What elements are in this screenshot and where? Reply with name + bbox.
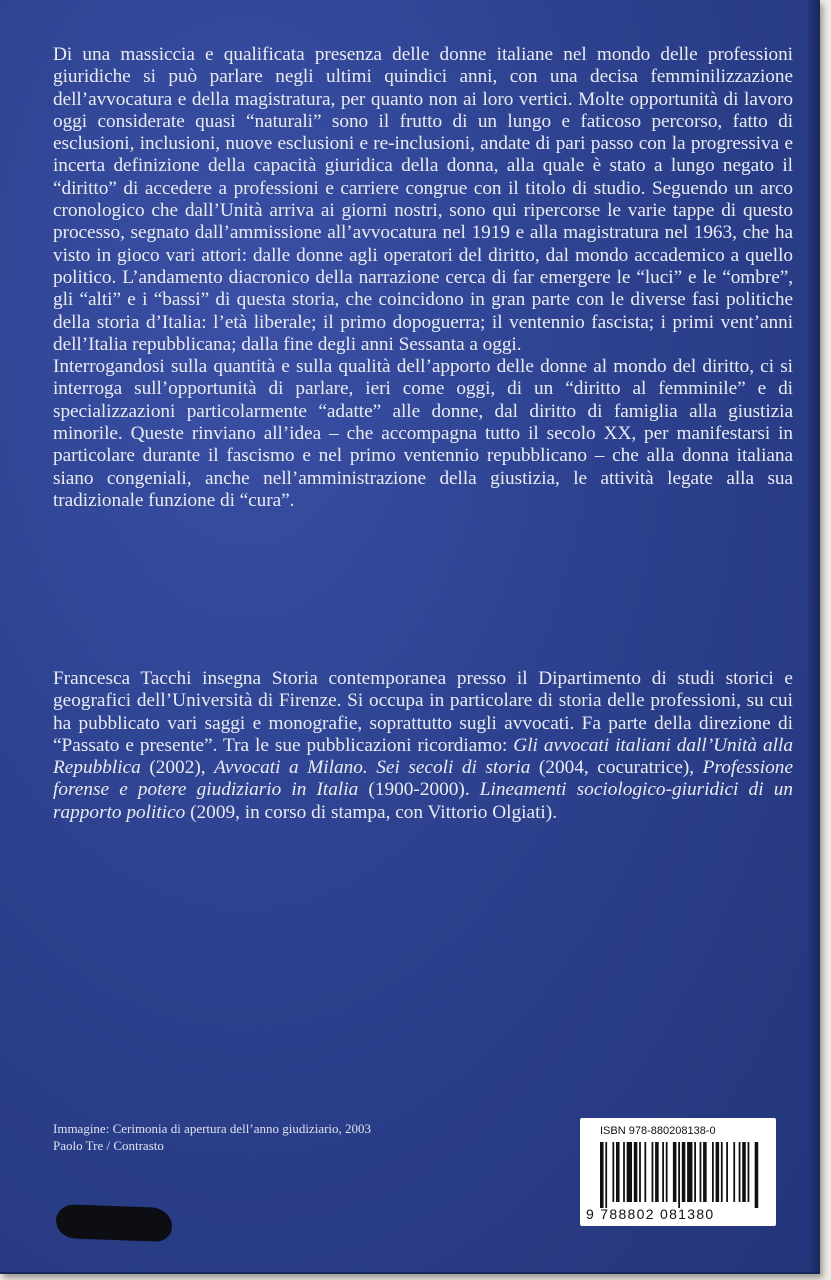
barcode-bar [662,1142,664,1202]
barcode-bar [726,1142,728,1202]
barcode-bar [623,1142,625,1202]
barcode-bar [616,1142,620,1202]
barcode-bar [739,1142,741,1202]
barcode-bar [721,1142,723,1202]
book-blurb [53,44,793,512]
image-credit [53,1120,371,1154]
barcode-bar [687,1142,692,1202]
isbn-label: ISBN 978-880208138-0 [600,1125,716,1137]
barcode-bar [605,1142,607,1208]
bio-intro: Francesca Tacchi insegna Storia contemporanea presso il Dipartimento di studi storici e geografici dell’Università di Firenze. Si occupa in particolare di storia delle professioni, su cui ha pubblicato vari saggi e monografie, soprattutto sugli avvocati. Fa parte della direzione di “Passato e presente”. Tra le sue pubblicazioni ricordiamo: [53,668,793,756]
redaction-mark [55,1204,172,1242]
barcode-bar [655,1142,659,1202]
barcode-bar [673,1142,677,1202]
blurb-paragraph-1: Di una massiccia e qualificata presenza delle donne italiane nel mondo delle professioni giuridiche si può parlare negli ultimi quindici anni, con una decisa femminilizzazione dell’avvocatura e della magistratura, per quanto non ai loro vertici. Molte opportunità di lavoro oggi considerate quasi “naturali” sono il frutto di un lungo e faticoso percorso, fatto di esclusioni, inclusioni, nuove esclusioni e re-inclusioni, andate di pari passo con la progressiva e incerta definizione della capacità giuridica della donna, alla quale è stato a lungo negato il “diritto” di accedere a professioni e carriere congrue con il titolo di studio. Seguendo un arco cronologico che dall’Unità arriva ai giorni nostri, sono qui ripercorse le varie tappe di questo processo, segnato dall’ammissione all’avvocatura nel 1919 e alla magistratura nel 1963, che ha visto in gioco vari attori: dalle donne agli operatori del diritto, dal mondo accademico a quello politico. L’andamento diacronico della narrazione cerca di far emergere le “luci” e le “ombre”, gli “alti” e i “bassi” di questa storia, che coincidono in gran parte con le diverse fasi politiche della storia d’Italia: l’età liberale; il primo dopoguerra; il ventennio fascista; i primi vent’anni dell’Italia repubblicana; dalla fine degli anni Sessanta a oggi. [53,44,793,355]
barcode-bar [703,1142,707,1202]
barcode-bar [652,1142,654,1202]
bio-work-4-note: (2009, in corso di stampa, con Vittorio Olgiati). [185,801,558,823]
barcode-bar [716,1142,720,1202]
barcode-bar [700,1142,702,1202]
barcode-bar [678,1142,680,1208]
barcode-bar [612,1142,614,1202]
barcode-label [580,1118,776,1226]
bio-work-4-title: Lineamenti sociologico-giuridici di un rapporto politico [53,779,793,823]
barcode-bar [666,1142,668,1202]
barcode-digits: 9 788802 081380 [586,1206,715,1222]
cover-edge [808,0,818,1272]
bio-work-1-title: Gli avvocati italiani dall’Unità alla Repubblica [53,734,793,779]
barcode-bar [639,1142,641,1202]
barcode-bar [644,1142,646,1202]
barcode-bar [600,1142,604,1208]
barcode-bar [748,1142,750,1202]
barcode-bar [742,1142,746,1202]
barcode-bar [627,1142,632,1202]
image-credit-line-2: Paolo Tre / Contrasto [53,1138,164,1153]
barcode-bar [682,1142,686,1202]
barcode-bar [712,1142,714,1202]
author-bio [53,668,793,824]
barcode-bars [600,1142,760,1208]
barcode-bar [733,1142,735,1202]
image-credit-line-1: Immagine: Cerimonia di apertura dell’anno giudiziario, 2003 [53,1121,372,1136]
bio-work-2-title: Avvocati a Milano. Sei secoli di storia [214,757,531,779]
blurb-paragraph-2: Interrogandosi sulla quantità e sulla qualità dell’apporto delle donne al mondo del diritto, ci si interroga sull’opportunità di parlare, ieri come oggi, di un “diritto al femminile” e di specializzazioni particolarmente “adatte” alle donne, dal diritto di famiglia alla giustizia minorile. Queste rinviano all’idea – che accompagna tutto il secolo XX, per manifestarsi in particolare durante il fascismo e nel primo ventennio repubblicano – che alla donna italiana siano congeniali, anche nell’amministrazione della giustizia, le attività legate alla sua tradizionale funzione di “cura”. [53,356,793,511]
bio-work-3-note: (1900-2000). [358,779,480,801]
barcode-bar [694,1142,696,1202]
barcode-bar [634,1142,638,1202]
barcode-bar [755,1142,759,1208]
bio-work-3-title: Professione forense e potere giudiziario in Italia [53,757,793,801]
bio-work-2-note: (2004, cocuratrice), [530,757,703,779]
bio-work-1-note: (2002), [140,757,215,779]
author-bio-text [53,668,793,824]
